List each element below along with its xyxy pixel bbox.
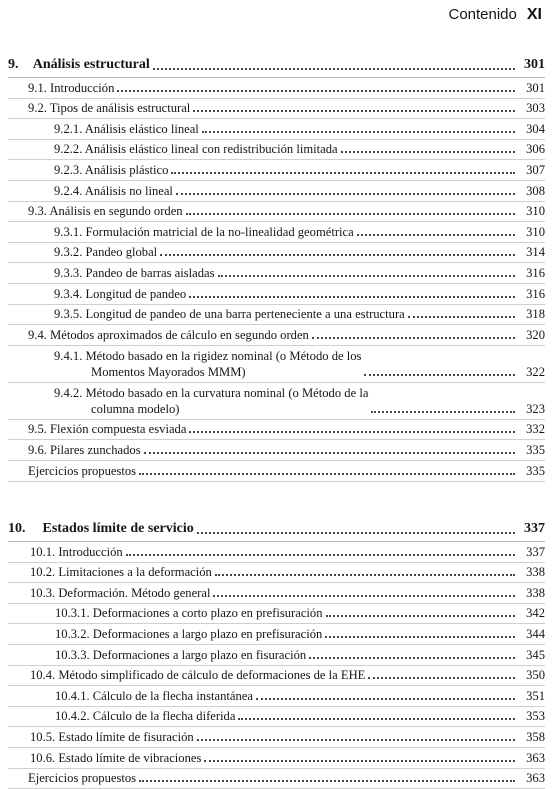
toc-page-number: 304 — [526, 121, 545, 136]
toc-page-number: 338 — [526, 585, 545, 600]
toc-entry-text: 9.3.2. Pandeo global — [54, 245, 158, 260]
dot-leader — [238, 718, 515, 720]
chapter-heading[interactable] — [8, 54, 545, 78]
toc-page-number: 358 — [526, 729, 545, 744]
dot-leader — [204, 760, 515, 762]
toc-entry[interactable] — [8, 305, 545, 326]
toc-entry[interactable] — [8, 140, 545, 161]
toc-entry-text: 9.5. Flexión compuesta esviada — [28, 422, 187, 437]
toc-entry[interactable] — [8, 769, 545, 789]
toc-entry-text: 10.2. Limitaciones a la deformación — [30, 565, 212, 580]
toc-entry[interactable] — [8, 284, 545, 305]
toc-entry-text: 9.2.4. Análisis no lineal — [54, 183, 173, 198]
toc-entry-text: 9.3.5. Longitud de pandeo de una barra perteneciente a una estructura — [54, 307, 405, 322]
dot-leader — [341, 151, 515, 153]
header-title: Contenido — [448, 6, 517, 23]
toc-entry[interactable] — [8, 707, 545, 728]
toc-page-number: 310 — [526, 204, 545, 219]
toc-page-number: 335 — [526, 463, 545, 478]
toc-entry-text: 10.3.1. Deformaciones a corto plazo en prefisuración — [55, 606, 323, 621]
toc-entry-text: 10.5. Estado límite de fisuración — [30, 729, 194, 744]
toc-page-number: 363 — [526, 750, 545, 765]
dot-leader — [144, 452, 515, 454]
toc-entry-text: 9.6. Pilares zunchados — [28, 442, 141, 457]
toc-entry-text: 9.2.2. Análisis elástico lineal con redistribución limitada — [54, 142, 338, 157]
toc-entry[interactable] — [8, 78, 545, 99]
dot-leader — [153, 68, 515, 70]
toc-page-number: 310 — [526, 224, 545, 239]
dot-leader — [325, 636, 515, 638]
toc-page-number: 301 — [526, 80, 545, 95]
chapter-10-section — [8, 518, 545, 789]
toc-entry[interactable] — [8, 461, 545, 482]
chapter-title — [8, 56, 150, 74]
toc-entry[interactable] — [8, 202, 545, 223]
toc-entry-line: Momentos Mayorados MMM) — [91, 364, 246, 379]
toc-entry-text: 10.1. Introducción — [30, 544, 123, 559]
dot-leader — [193, 110, 515, 112]
toc-entry-text: 10.3.3. Deformaciones a largo plazo en fisuración — [55, 647, 307, 662]
toc-page-number: 345 — [526, 647, 545, 662]
toc-entry-text: 9.3. Análisis en segundo orden — [28, 204, 183, 219]
toc-entry[interactable] — [8, 325, 545, 346]
toc-page-number: 322 — [526, 364, 545, 379]
chapter-page-number: 301 — [524, 57, 545, 72]
toc-page-number: 342 — [526, 606, 545, 621]
toc-entry-text: 9.2. Tipos de análisis estructural — [28, 101, 191, 116]
toc-page-number: 332 — [526, 422, 545, 437]
toc-page-number: 344 — [526, 626, 545, 641]
dot-leader — [126, 554, 515, 556]
dot-leader — [218, 275, 515, 277]
toc-page-number: 353 — [526, 709, 545, 724]
header-page-number: XI — [526, 6, 542, 23]
toc-entry-text — [8, 385, 368, 417]
dot-leader — [213, 595, 515, 597]
toc-entry[interactable] — [8, 383, 545, 420]
dot-leader — [202, 131, 515, 133]
toc-entry[interactable] — [8, 727, 545, 748]
toc-entry[interactable] — [8, 119, 545, 140]
dot-leader — [256, 698, 515, 700]
toc-page-number: 307 — [526, 162, 545, 177]
toc-page-number: 306 — [526, 142, 545, 157]
toc-page-number: 323 — [526, 401, 545, 416]
chapter-title — [8, 520, 194, 538]
dot-leader — [357, 234, 515, 236]
toc-page-number: 320 — [526, 327, 545, 342]
toc-entry-text: 9.2.3. Análisis plástico — [54, 162, 169, 177]
toc-entry[interactable] — [8, 243, 545, 264]
chapter-page-number: 337 — [524, 521, 545, 536]
chapter-heading[interactable] — [8, 518, 545, 542]
dot-leader — [186, 213, 515, 215]
toc-entry[interactable] — [8, 420, 545, 441]
toc-entry[interactable] — [8, 181, 545, 202]
page-header — [448, 6, 542, 24]
toc-entry-text: 10.3.2. Deformaciones a largo plazo en prefisuración — [55, 626, 323, 641]
toc-entry[interactable] — [8, 583, 545, 604]
toc-page-number: 335 — [526, 442, 545, 457]
toc-entry-text: 9.4. Métodos aproximados de cálculo en segundo orden — [28, 327, 309, 342]
toc-entry[interactable] — [8, 686, 545, 707]
toc-entry[interactable] — [8, 624, 545, 645]
chapter-number: 10. — [8, 521, 26, 536]
dot-leader — [364, 374, 515, 376]
dot-leader — [139, 780, 515, 782]
toc-page-number: 318 — [526, 307, 545, 322]
toc-entry-text: 9.3.1. Formulación matricial de la no-linealidad geométrica — [54, 224, 354, 239]
toc-entry-text: Ejercicios propuestos — [28, 463, 137, 478]
toc-entry-text: 10.4. Método simplificado de cálculo de deformaciones de la EHE — [30, 668, 366, 683]
dot-leader — [368, 677, 515, 679]
dot-leader — [215, 574, 515, 576]
toc-entry-text: 9.1. Introducción — [28, 80, 115, 95]
toc-entry-text: 10.6. Estado límite de vibraciones — [30, 750, 202, 765]
toc-entry[interactable] — [8, 222, 545, 243]
dot-leader — [176, 193, 515, 195]
toc-entry-text: 9.3.4. Longitud de pandeo — [54, 286, 187, 301]
toc-entry-text: 9.3.3. Pandeo de barras aisladas — [54, 265, 215, 280]
chapter-title-text: Estados límite de servicio — [42, 521, 194, 536]
toc-entry[interactable] — [8, 748, 545, 769]
toc-entry[interactable] — [8, 645, 545, 666]
toc-entry[interactable] — [8, 99, 545, 120]
toc-entry-text: 10.4.2. Cálculo de la flecha diferida — [55, 709, 236, 724]
toc-page-number: 314 — [526, 245, 545, 260]
toc-entry[interactable] — [8, 160, 545, 181]
toc-entry-text: 9.2.1. Análisis elástico lineal — [54, 121, 199, 136]
dot-leader — [139, 473, 515, 475]
chapter-9-section — [8, 54, 545, 482]
toc-page-number: 350 — [526, 668, 545, 683]
dot-leader — [197, 739, 515, 741]
toc-entry[interactable] — [8, 263, 545, 284]
dot-leader — [117, 90, 515, 92]
toc-entry[interactable] — [8, 542, 545, 563]
toc-entry[interactable] — [8, 346, 545, 383]
toc-page-number: 316 — [526, 265, 545, 280]
dot-leader — [189, 296, 515, 298]
chapter-title-text: Análisis estructural — [32, 57, 150, 72]
toc-entry-text — [8, 348, 361, 380]
chapter-number: 9. — [8, 57, 19, 72]
dot-leader — [160, 254, 515, 256]
toc-entry-text: 10.4.1. Cálculo de la flecha instantánea — [55, 688, 253, 703]
dot-leader — [326, 615, 515, 617]
toc-page-number: 303 — [526, 101, 545, 116]
dot-leader — [189, 431, 515, 433]
dot-leader — [309, 657, 515, 659]
toc-entry[interactable] — [8, 440, 545, 461]
toc-entry-text: Ejercicios propuestos — [28, 771, 137, 786]
dot-leader — [371, 411, 515, 413]
toc-page-number: 338 — [526, 565, 545, 580]
toc-entry-line: 9.4.1. Método basado en la rigidez nominal (o Método de los — [54, 348, 362, 363]
dot-leader — [312, 337, 515, 339]
toc-entry[interactable] — [8, 563, 545, 584]
toc-page-number: 337 — [526, 544, 545, 559]
dot-leader — [408, 316, 515, 318]
dot-leader — [197, 532, 515, 534]
toc-page-number: 308 — [526, 183, 545, 198]
toc-entry[interactable] — [8, 666, 545, 687]
toc-page-number: 363 — [526, 771, 545, 786]
toc-entry[interactable] — [8, 604, 545, 625]
toc-entry-line: columna modelo) — [91, 401, 180, 416]
toc-entry-text: 10.3. Deformación. Método general — [30, 585, 211, 600]
toc-page-number: 316 — [526, 286, 545, 301]
toc-page-number: 351 — [526, 688, 545, 703]
dot-leader — [171, 172, 515, 174]
toc-entry-line: 9.4.2. Método basado en la curvatura nominal (o Método de la — [54, 385, 369, 400]
